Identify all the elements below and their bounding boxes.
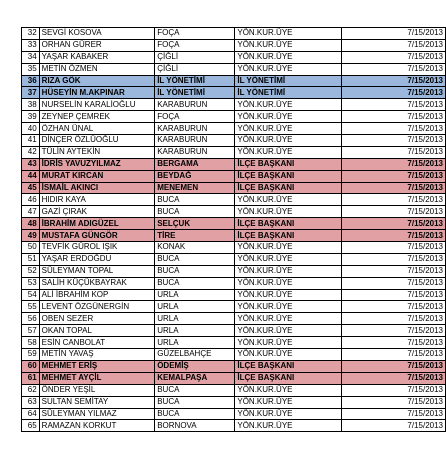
role-cell: YÖN.KUR.ÜYE bbox=[235, 253, 342, 265]
member-name-cell: DİNÇER ÖZLÜOĞLU bbox=[39, 135, 155, 147]
role-cell: İLÇE BAŞKANI bbox=[235, 360, 342, 372]
district-cell: FOÇA bbox=[155, 111, 235, 123]
row-number-cell: 41 bbox=[22, 135, 40, 147]
district-cell: URLA bbox=[155, 289, 235, 301]
row-number-cell: 43 bbox=[22, 158, 40, 170]
member-name-cell: YAŞAR ERDOĞDU bbox=[39, 253, 155, 265]
role-cell: YÖN.KUR.ÜYE bbox=[235, 420, 342, 432]
district-cell: BUCA bbox=[155, 408, 235, 420]
table-row bbox=[22, 313, 446, 325]
row-number-cell: 55 bbox=[22, 301, 40, 313]
role-cell: YÖN.KUR.ÜYE bbox=[235, 396, 342, 408]
date-cell: 7/15/2013 bbox=[342, 87, 446, 99]
role-cell: YÖN.KUR.ÜYE bbox=[235, 146, 342, 158]
member-name-cell: SALİH KÜÇÜKBAYRAK bbox=[39, 277, 155, 289]
date-cell: 7/15/2013 bbox=[342, 170, 446, 182]
role-cell: YÖN.KUR.ÜYE bbox=[235, 242, 342, 254]
table-row bbox=[22, 135, 446, 147]
role-cell: İLÇE BAŞKANI bbox=[235, 372, 342, 384]
member-name-cell: HÜSEYİN M.AKPINAR bbox=[39, 87, 155, 99]
member-name-cell: İDRİS YAVUZYILMAZ bbox=[39, 158, 155, 170]
row-number-cell: 48 bbox=[22, 218, 40, 230]
date-cell: 7/15/2013 bbox=[342, 123, 446, 135]
table-row bbox=[22, 372, 446, 384]
district-cell: BUCA bbox=[155, 206, 235, 218]
row-number-cell: 65 bbox=[22, 420, 40, 432]
member-name-cell: ALİ İBRAHİM KOP bbox=[39, 289, 155, 301]
table-row bbox=[22, 301, 446, 313]
table-row bbox=[22, 384, 446, 396]
role-cell: İLÇE BAŞKANI bbox=[235, 218, 342, 230]
district-cell: KARABURUN bbox=[155, 135, 235, 147]
district-cell: BUCA bbox=[155, 277, 235, 289]
member-name-cell: HIDIR KAYA bbox=[39, 194, 155, 206]
role-cell: YÖN.KUR.ÜYE bbox=[235, 337, 342, 349]
district-cell: URLA bbox=[155, 313, 235, 325]
role-cell: YÖN.KUR.ÜYE bbox=[235, 408, 342, 420]
member-name-cell: İSMAİL AKINCI bbox=[39, 182, 155, 194]
member-name-cell: ESİN CANBOLAT bbox=[39, 337, 155, 349]
role-cell: İLÇE BAŞKANI bbox=[235, 158, 342, 170]
row-number-cell: 45 bbox=[22, 182, 40, 194]
table-row bbox=[22, 253, 446, 265]
district-cell: KONAK bbox=[155, 242, 235, 254]
table-row bbox=[22, 63, 446, 75]
table-row bbox=[22, 111, 446, 123]
table-row bbox=[22, 218, 446, 230]
table-row bbox=[22, 194, 446, 206]
member-name-cell: MUSTAFA GÜNGÖR bbox=[39, 230, 155, 242]
role-cell: İLÇE BAŞKANI bbox=[235, 170, 342, 182]
district-cell: KARABURUN bbox=[155, 146, 235, 158]
district-cell: İL YÖNETİMİ bbox=[155, 75, 235, 87]
member-name-cell: MEHMET ERİŞ bbox=[39, 360, 155, 372]
member-name-cell: RIZA GÖK bbox=[39, 75, 155, 87]
member-name-cell: OKAN TOPAL bbox=[39, 325, 155, 337]
role-cell: YÖN.KUR.ÜYE bbox=[235, 265, 342, 277]
member-table-body bbox=[22, 28, 446, 432]
member-name-cell: SÜLEYMAN TOPAL bbox=[39, 265, 155, 277]
row-number-cell: 42 bbox=[22, 146, 40, 158]
role-cell: YÖN.KUR.ÜYE bbox=[235, 301, 342, 313]
table-row bbox=[22, 277, 446, 289]
row-number-cell: 36 bbox=[22, 75, 40, 87]
table-row bbox=[22, 123, 446, 135]
member-name-cell: OBEN SEZER bbox=[39, 313, 155, 325]
table-row bbox=[22, 182, 446, 194]
date-cell: 7/15/2013 bbox=[342, 253, 446, 265]
role-cell: İLÇE BAŞKANI bbox=[235, 182, 342, 194]
table-row bbox=[22, 206, 446, 218]
district-cell: URLA bbox=[155, 337, 235, 349]
district-cell: KARABURUN bbox=[155, 123, 235, 135]
row-number-cell: 59 bbox=[22, 349, 40, 361]
row-number-cell: 47 bbox=[22, 206, 40, 218]
table-row bbox=[22, 158, 446, 170]
date-cell: 7/15/2013 bbox=[342, 313, 446, 325]
table-row bbox=[22, 396, 446, 408]
role-cell: YÖN.KUR.ÜYE bbox=[235, 123, 342, 135]
date-cell: 7/15/2013 bbox=[342, 99, 446, 111]
date-cell: 7/15/2013 bbox=[342, 265, 446, 277]
date-cell: 7/15/2013 bbox=[342, 289, 446, 301]
role-cell: YÖN.KUR.ÜYE bbox=[235, 111, 342, 123]
district-cell: BEYDAĞ bbox=[155, 170, 235, 182]
role-cell: YÖN.KUR.ÜYE bbox=[235, 51, 342, 63]
date-cell: 7/15/2013 bbox=[342, 63, 446, 75]
row-number-cell: 52 bbox=[22, 265, 40, 277]
date-cell: 7/15/2013 bbox=[342, 349, 446, 361]
table-row bbox=[22, 75, 446, 87]
member-table bbox=[21, 27, 446, 432]
member-name-cell: ÖZHAN ÜNAL bbox=[39, 123, 155, 135]
member-name-cell: TÜLİN AYTEKİN bbox=[39, 146, 155, 158]
role-cell: YÖN.KUR.ÜYE bbox=[235, 39, 342, 51]
date-cell: 7/15/2013 bbox=[342, 111, 446, 123]
row-number-cell: 60 bbox=[22, 360, 40, 372]
row-number-cell: 35 bbox=[22, 63, 40, 75]
district-cell: BUCA bbox=[155, 265, 235, 277]
district-cell: ÇİĞLİ bbox=[155, 63, 235, 75]
row-number-cell: 40 bbox=[22, 123, 40, 135]
district-cell: İL YÖNETİMİ bbox=[155, 87, 235, 99]
row-number-cell: 33 bbox=[22, 39, 40, 51]
member-name-cell: RAMAZAN KORKUT bbox=[39, 420, 155, 432]
row-number-cell: 51 bbox=[22, 253, 40, 265]
row-number-cell: 58 bbox=[22, 337, 40, 349]
member-name-cell: METİN ÖZMEN bbox=[39, 63, 155, 75]
date-cell: 7/15/2013 bbox=[342, 135, 446, 147]
district-cell: BUCA bbox=[155, 396, 235, 408]
row-number-cell: 46 bbox=[22, 194, 40, 206]
date-cell: 7/15/2013 bbox=[342, 182, 446, 194]
row-number-cell: 64 bbox=[22, 408, 40, 420]
date-cell: 7/15/2013 bbox=[342, 337, 446, 349]
date-cell: 7/15/2013 bbox=[342, 384, 446, 396]
member-name-cell: GAZİ ÇIRAK bbox=[39, 206, 155, 218]
date-cell: 7/15/2013 bbox=[342, 325, 446, 337]
row-number-cell: 44 bbox=[22, 170, 40, 182]
district-cell: MENEMEN bbox=[155, 182, 235, 194]
table-row bbox=[22, 360, 446, 372]
table-row bbox=[22, 51, 446, 63]
member-name-cell: MEHMET AYÇİL bbox=[39, 372, 155, 384]
date-cell: 7/15/2013 bbox=[342, 218, 446, 230]
row-number-cell: 50 bbox=[22, 242, 40, 254]
row-number-cell: 37 bbox=[22, 87, 40, 99]
district-cell: FOÇA bbox=[155, 28, 235, 40]
role-cell: YÖN.KUR.ÜYE bbox=[235, 277, 342, 289]
date-cell: 7/15/2013 bbox=[342, 408, 446, 420]
row-number-cell: 53 bbox=[22, 277, 40, 289]
role-cell: İL YÖNETİMİ bbox=[235, 87, 342, 99]
table-row bbox=[22, 337, 446, 349]
role-cell: YÖN.KUR.ÜYE bbox=[235, 194, 342, 206]
district-cell: KEMALPAŞA bbox=[155, 372, 235, 384]
member-name-cell: MURAT KIRCAN bbox=[39, 170, 155, 182]
row-number-cell: 61 bbox=[22, 372, 40, 384]
role-cell: YÖN.KUR.ÜYE bbox=[235, 313, 342, 325]
date-cell: 7/15/2013 bbox=[342, 158, 446, 170]
member-name-cell: LEVENT ÖZGÜNERGİN bbox=[39, 301, 155, 313]
member-name-cell: YAŞAR KABAKER bbox=[39, 51, 155, 63]
row-number-cell: 62 bbox=[22, 384, 40, 396]
role-cell: YÖN.KUR.ÜYE bbox=[235, 206, 342, 218]
table-row bbox=[22, 170, 446, 182]
date-cell: 7/15/2013 bbox=[342, 420, 446, 432]
row-number-cell: 56 bbox=[22, 313, 40, 325]
role-cell: İLÇE BAŞKANI bbox=[235, 230, 342, 242]
role-cell: YÖN.KUR.ÜYE bbox=[235, 349, 342, 361]
role-cell: YÖN.KUR.ÜYE bbox=[235, 325, 342, 337]
table-row bbox=[22, 28, 446, 40]
member-name-cell: ZEYNEP ÇEMREK bbox=[39, 111, 155, 123]
district-cell: BUCA bbox=[155, 194, 235, 206]
role-cell: YÖN.KUR.ÜYE bbox=[235, 99, 342, 111]
date-cell: 7/15/2013 bbox=[342, 242, 446, 254]
row-number-cell: 57 bbox=[22, 325, 40, 337]
district-cell: URLA bbox=[155, 325, 235, 337]
date-cell: 7/15/2013 bbox=[342, 301, 446, 313]
member-name-cell: SEVGİ KOSOVA bbox=[39, 28, 155, 40]
district-cell: URLA bbox=[155, 301, 235, 313]
date-cell: 7/15/2013 bbox=[342, 277, 446, 289]
date-cell: 7/15/2013 bbox=[342, 146, 446, 158]
table-row bbox=[22, 325, 446, 337]
row-number-cell: 34 bbox=[22, 51, 40, 63]
member-name-cell: İBRAHİM ADIGÜZEL bbox=[39, 218, 155, 230]
date-cell: 7/15/2013 bbox=[342, 194, 446, 206]
district-cell: FOÇA bbox=[155, 39, 235, 51]
role-cell: YÖN.KUR.ÜYE bbox=[235, 135, 342, 147]
table-row bbox=[22, 289, 446, 301]
district-cell: BUCA bbox=[155, 384, 235, 396]
date-cell: 7/15/2013 bbox=[342, 39, 446, 51]
district-cell: ÇİĞLİ bbox=[155, 51, 235, 63]
row-number-cell: 32 bbox=[22, 28, 40, 40]
row-number-cell: 49 bbox=[22, 230, 40, 242]
table-row bbox=[22, 87, 446, 99]
role-cell: YÖN.KUR.ÜYE bbox=[235, 289, 342, 301]
table-row bbox=[22, 265, 446, 277]
table-row bbox=[22, 408, 446, 420]
member-name-cell: SÜLEYMAN YILMAZ bbox=[39, 408, 155, 420]
row-number-cell: 63 bbox=[22, 396, 40, 408]
table-row bbox=[22, 39, 446, 51]
member-name-cell: TEVFİK GÜROL IŞIK bbox=[39, 242, 155, 254]
date-cell: 7/15/2013 bbox=[342, 396, 446, 408]
role-cell: YÖN.KUR.ÜYE bbox=[235, 28, 342, 40]
row-number-cell: 38 bbox=[22, 99, 40, 111]
date-cell: 7/15/2013 bbox=[342, 360, 446, 372]
table-row bbox=[22, 242, 446, 254]
district-cell: TİRE bbox=[155, 230, 235, 242]
member-name-cell: METİN YAVAŞ bbox=[39, 349, 155, 361]
district-cell: KARABURUN bbox=[155, 99, 235, 111]
member-name-cell: ÖNDER YEŞİL bbox=[39, 384, 155, 396]
table-row bbox=[22, 420, 446, 432]
row-number-cell: 54 bbox=[22, 289, 40, 301]
district-cell: SELÇUK bbox=[155, 218, 235, 230]
role-cell: YÖN.KUR.ÜYE bbox=[235, 384, 342, 396]
district-cell: BUCA bbox=[155, 253, 235, 265]
date-cell: 7/15/2013 bbox=[342, 372, 446, 384]
role-cell: İL YÖNETİMİ bbox=[235, 75, 342, 87]
table-row bbox=[22, 349, 446, 361]
member-name-cell: SULTAN SEMİTAY bbox=[39, 396, 155, 408]
date-cell: 7/15/2013 bbox=[342, 75, 446, 87]
member-name-cell: ORHAN GÜRER bbox=[39, 39, 155, 51]
district-cell: BORNOVA bbox=[155, 420, 235, 432]
district-cell: ÖDEMİŞ bbox=[155, 360, 235, 372]
date-cell: 7/15/2013 bbox=[342, 51, 446, 63]
member-name-cell: NURSELİN KARALİOĞLU bbox=[39, 99, 155, 111]
date-cell: 7/15/2013 bbox=[342, 230, 446, 242]
row-number-cell: 39 bbox=[22, 111, 40, 123]
date-cell: 7/15/2013 bbox=[342, 206, 446, 218]
district-cell: BERGAMA bbox=[155, 158, 235, 170]
table-row bbox=[22, 146, 446, 158]
table-row bbox=[22, 230, 446, 242]
district-cell: GÜZELBAHÇE bbox=[155, 349, 235, 361]
date-cell: 7/15/2013 bbox=[342, 28, 446, 40]
role-cell: YÖN.KUR.ÜYE bbox=[235, 63, 342, 75]
table-row bbox=[22, 99, 446, 111]
